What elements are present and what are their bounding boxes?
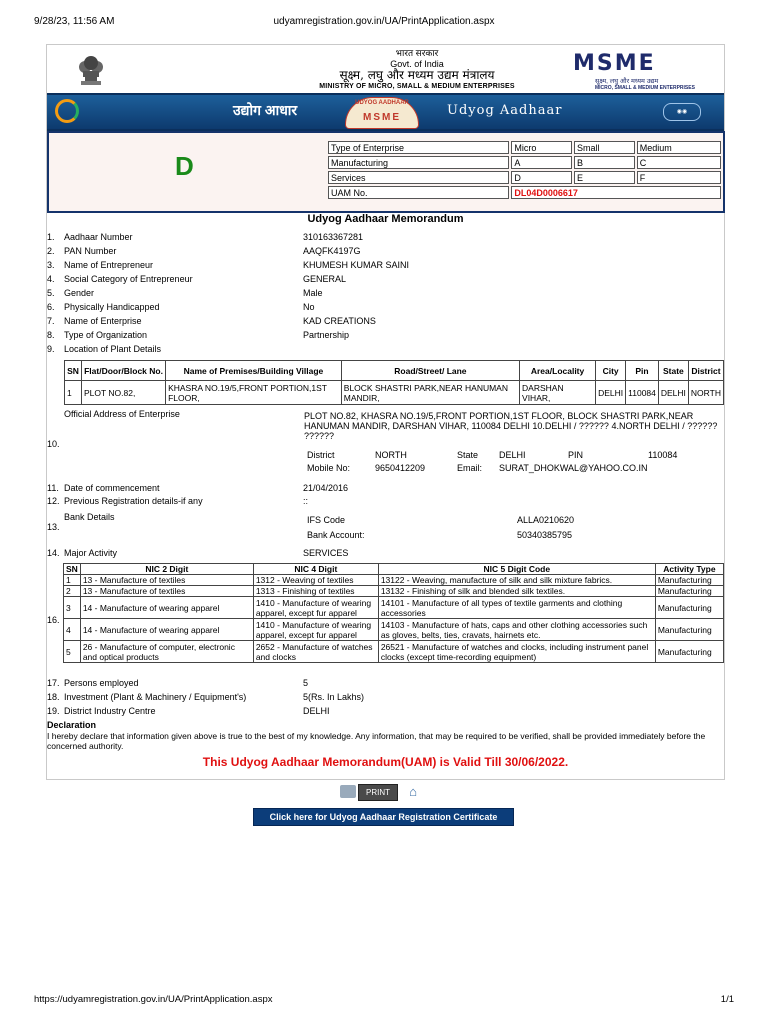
emblem-right-icon: ◉◉ <box>663 103 701 121</box>
table-row <box>64 619 724 641</box>
nic-cell: 1 <box>64 575 81 586</box>
field-row <box>47 496 724 509</box>
plant-cell: 110084 <box>626 381 659 405</box>
field-num: 14. <box>47 548 60 558</box>
field-row <box>47 302 724 315</box>
field-value: 310163367281 <box>303 232 364 242</box>
nic-cell: 4 <box>64 619 81 641</box>
ent-cell: Medium <box>637 141 721 154</box>
plant-cell: KHASRA NO.19/5,FRONT PORTION,1ST FLOOR, <box>166 381 342 405</box>
home-icon[interactable]: ⌂ <box>409 784 417 799</box>
ifs-value: ALLA0210620 <box>517 515 575 525</box>
field-value: DELHI <box>303 706 330 716</box>
table-row <box>64 575 724 586</box>
field-num: 18. <box>47 692 60 702</box>
plant-location-table <box>64 360 724 405</box>
digital-india-logo <box>55 99 79 123</box>
field-row <box>47 274 724 287</box>
table-row <box>64 641 724 663</box>
ent-cell: Manufacturing <box>328 156 509 169</box>
ifs-label: IFS Code <box>307 515 346 525</box>
district-value: NORTH <box>375 450 407 460</box>
nic-cell: 14 - Manufacture of wearing apparel <box>80 619 253 641</box>
ent-cell: E <box>574 171 635 184</box>
udyog-aadhaar-english: Udyog Aadhaar <box>447 103 563 118</box>
header-line2: Govt. of India <box>390 59 444 69</box>
field-value: AAQFK4197G <box>303 246 361 256</box>
nic-header: NIC 2 Digit <box>80 564 253 575</box>
print-button-label: PRINT <box>358 784 398 801</box>
nic-cell: 13122 - Weaving, manufacture of silk and silk mixture fabrics. <box>378 575 655 586</box>
address-text: PLOT NO.82, KHASRA NO.19/5,FRONT PORTION,1ST FLOOR, BLOCK SHASTRI PARK,NEAR HANUMAN MANDIR, DARSHAN VIHAR, 110084 DELHI 10.DELHI / ?????? 4.NORTH DELHI / ?????? ?????? <box>304 411 718 441</box>
field-num: 9. <box>47 344 55 354</box>
bank-label: Bank Details <box>64 512 115 522</box>
field-row <box>47 288 724 301</box>
pin-label: PIN <box>568 450 584 460</box>
field-num: 6. <box>47 302 55 312</box>
msme-logo-text: MSME <box>573 51 656 76</box>
nic-cell: 2 <box>64 586 81 597</box>
footer-url: https://udyamregistration.gov.in/UA/PrintApplication.aspx <box>34 994 273 1005</box>
email-value: SURAT_DHOKWAL@YAHOO.CO.IN <box>499 463 648 473</box>
pin-value: 110084 <box>648 450 678 460</box>
field-value: SERVICES <box>303 548 349 558</box>
category-letter: D <box>175 151 194 181</box>
logo-bottom-text: MSME <box>363 112 401 123</box>
field-value: KAD CREATIONS <box>303 316 376 326</box>
nic-header: NIC 4 Digit <box>253 564 378 575</box>
plant-header: Name of Premises/Building Village <box>166 361 342 381</box>
udyog-aadhaar-logo <box>345 97 419 129</box>
msme-sub-hindi: सूक्ष्म, लघु और मध्यम उद्यम <box>595 78 659 85</box>
field-label: Aadhaar Number <box>64 232 133 242</box>
nic-header: Activity Type <box>655 564 723 575</box>
nic-header: NIC 5 Digit Code <box>378 564 655 575</box>
uam-label: UAM No. <box>328 186 509 199</box>
nic-cell: 13 - Manufacture of textiles <box>80 575 253 586</box>
nic-cell: 5 <box>64 641 81 663</box>
field-row <box>47 246 724 259</box>
govt-banner <box>47 45 724 93</box>
field-num: 11. <box>47 483 59 493</box>
plant-cell: BLOCK SHASTRI PARK,NEAR HANUMAN MANDIR, <box>341 381 519 405</box>
field-num: 19. <box>47 706 60 716</box>
address-num: 10. <box>47 439 60 449</box>
header-line4: MINISTRY OF MICRO, SMALL & MEDIUM ENTERPRISES <box>319 83 515 90</box>
mobile-value: 9650412209 <box>375 463 426 473</box>
field-row <box>47 706 724 719</box>
printer-icon <box>340 785 356 798</box>
plant-cell: PLOT NO.82, <box>81 381 165 405</box>
plant-header: State <box>658 361 688 381</box>
nic-cell: 1312 - Weaving of textiles <box>253 575 378 586</box>
email-label: Email: <box>457 463 483 473</box>
logo-top-text: UDYOG AADHAAR <box>355 100 409 106</box>
nic-cell: Manufacturing <box>655 575 723 586</box>
memorandum-title: Udyog Aadhaar Memorandum <box>307 213 464 225</box>
nic-cell: Manufacturing <box>655 641 723 663</box>
field-value: KHUMESH KUMAR SAINI <box>303 260 410 270</box>
address-label: Official Address of Enterprise <box>64 409 180 419</box>
msme-sub-eng: MICRO, SMALL & MEDIUM ENTERPRISES <box>595 85 695 91</box>
field-row <box>47 692 724 705</box>
plant-cell: DARSHAN VIHAR, <box>520 381 596 405</box>
field-row <box>47 232 724 245</box>
field-num: 17. <box>47 678 60 688</box>
nic-cell: 2652 - Manufacture of watches and clocks <box>253 641 378 663</box>
account-label: Bank Account: <box>307 530 365 540</box>
nic-cell: 1410 - Manufacture of wearing apparel, except fur apparel <box>253 597 378 619</box>
table-row <box>65 381 724 405</box>
field-num: 1. <box>47 232 55 242</box>
plant-cell: DELHI <box>658 381 688 405</box>
field-value: GENERAL <box>303 274 347 284</box>
field-row <box>47 678 724 691</box>
ent-cell: A <box>511 156 572 169</box>
field-row <box>47 330 724 343</box>
nic-activity-table <box>63 563 724 663</box>
account-value: 50340385795 <box>517 530 573 540</box>
state-value: DELHI <box>499 450 526 460</box>
plant-header: Road/Street/ Lane <box>341 361 519 381</box>
plant-cell: NORTH <box>688 381 723 405</box>
certificate-button[interactable]: Click here for Udyog Aadhaar Registration Certificate <box>253 808 514 826</box>
plant-header: District <box>688 361 723 381</box>
field-num: 4. <box>47 274 55 284</box>
udyog-aadhaar-hindi: उद्योग आधार <box>233 102 298 118</box>
nic-cell: 13132 - Finishing of silk and blended silk textiles. <box>378 586 655 597</box>
plant-cell: 1 <box>65 381 82 405</box>
nic-cell: 14101 - Manufacture of all types of textile garments and clothing accessories <box>378 597 655 619</box>
declaration-title: Declaration <box>47 720 97 730</box>
district-label: District <box>307 450 335 460</box>
enterprise-type-table <box>326 139 723 201</box>
field-label: Name of Entrepreneur <box>64 260 154 270</box>
field-label: Social Category of Entrepreneur <box>64 274 193 284</box>
nic-cell: 26521 - Manufacture of watches and clocks, including instrument panel clocks (except time-recording equipment) <box>378 641 655 663</box>
plant-header: Pin <box>626 361 659 381</box>
field-num: 7. <box>47 316 55 326</box>
mobile-label: Mobile No: <box>307 463 351 473</box>
nic-cell: 26 - Manufacture of computer, electronic and optical products <box>80 641 253 663</box>
memorandum-frame <box>46 44 725 780</box>
nic-cell: Manufacturing <box>655 586 723 597</box>
field-label: District Industry Centre <box>64 706 156 716</box>
field-num: 8. <box>47 330 55 340</box>
field-value: 21/04/2016 <box>303 483 349 493</box>
field-value: No <box>303 302 315 312</box>
field-label: Name of Enterprise <box>64 316 142 326</box>
ent-cell: Services <box>328 171 509 184</box>
table-row <box>64 597 724 619</box>
nic-cell: 1313 - Finishing of textiles <box>253 586 378 597</box>
plant-header: Area/Locality <box>520 361 596 381</box>
udyog-aadhaar-banner <box>47 93 724 131</box>
field-label: Location of Plant Details <box>64 344 162 354</box>
ent-cell: D <box>511 171 572 184</box>
table-row <box>64 586 724 597</box>
plant-cell: DELHI <box>596 381 626 405</box>
print-button[interactable] <box>340 784 398 801</box>
nic-cell: 14103 - Manufacture of hats, caps and other clothing accessories such as gloves, belts, ties, cravats, hairnets etc. <box>378 619 655 641</box>
field-label: Investment (Plant & Machinery / Equipment's) <box>64 692 247 702</box>
nic-cell: Manufacturing <box>655 619 723 641</box>
ent-cell: F <box>637 171 721 184</box>
ent-cell: B <box>574 156 635 169</box>
nic-cell: Manufacturing <box>655 597 723 619</box>
field-num: 12. <box>47 496 60 506</box>
enterprise-category-box <box>47 131 725 213</box>
plant-header: SN <box>65 361 82 381</box>
field-num: 3. <box>47 260 55 270</box>
field-row <box>47 344 724 357</box>
validity-notice: This Udyog Aadhaar Memorandum(UAM) is Valid Till 30/06/2022. <box>202 755 569 769</box>
field-value: Male <box>303 288 323 298</box>
field-label: Persons employed <box>64 678 139 688</box>
field-label: Gender <box>64 288 95 298</box>
field-num: 5. <box>47 288 55 298</box>
bank-num: 13. <box>47 522 60 532</box>
plant-header: City <box>596 361 626 381</box>
print-page-title: udyamregistration.gov.in/UA/PrintApplication.aspx <box>273 16 495 27</box>
nic-cell: 3 <box>64 597 81 619</box>
ent-cell: Small <box>574 141 635 154</box>
nic-num: 16. <box>47 615 60 625</box>
header-line1: भारत सरकार <box>395 48 439 58</box>
field-label: Major Activity <box>64 548 118 558</box>
footer-page-number: 1/1 <box>720 994 734 1005</box>
nic-cell: 14 - Manufacture of wearing apparel <box>80 597 253 619</box>
field-row <box>47 548 724 561</box>
field-label: Date of commencement <box>64 483 160 493</box>
nic-cell: 13 - Manufacture of textiles <box>80 586 253 597</box>
national-emblem-icon <box>73 51 109 89</box>
ent-cell: Micro <box>511 141 572 154</box>
ministry-heading <box>217 48 617 92</box>
field-value: 5(Rs. In Lakhs) <box>303 692 365 702</box>
plant-header: Flat/Door/Block No. <box>81 361 165 381</box>
print-datetime: 9/28/23, 11:56 AM <box>34 16 115 27</box>
field-value: Partnership <box>303 330 350 340</box>
field-row <box>47 316 724 329</box>
field-value: 5 <box>303 678 309 688</box>
header-line3: सूक्ष्म, लघु और मध्यम उद्यम मंत्रालय <box>339 68 495 82</box>
field-label: Previous Registration details-if any <box>64 496 203 506</box>
field-value: :: <box>303 496 309 506</box>
field-row <box>47 483 724 496</box>
state-label: State <box>457 450 479 460</box>
field-num: 2. <box>47 246 55 256</box>
field-row <box>47 260 724 273</box>
uam-number: DL04D0006617 <box>511 186 721 199</box>
field-label: Type of Organization <box>64 330 148 340</box>
ent-cell: Type of Enterprise <box>328 141 509 154</box>
nic-cell: 1410 - Manufacture of wearing apparel, except fur apparel <box>253 619 378 641</box>
nic-header: SN <box>64 564 81 575</box>
digital-india-icon <box>55 99 79 123</box>
field-label: Physically Handicapped <box>64 302 160 312</box>
field-label: PAN Number <box>64 246 117 256</box>
msme-logo <box>573 51 713 91</box>
ent-cell: C <box>637 156 721 169</box>
declaration-text: I hereby declare that information given above is true to the best of my knowledge. Any information, that may be required to be verified, shall be provided immediately before the concerned authority. <box>47 731 706 751</box>
